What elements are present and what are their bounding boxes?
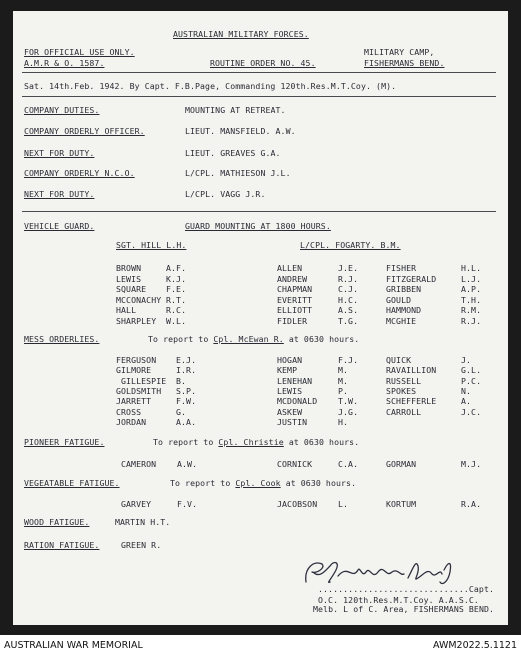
duty-label: COMPANY ORDERLY OFFICER.	[24, 126, 145, 136]
person-surname: JARRETT	[116, 396, 152, 407]
note-text: To report to	[170, 478, 231, 488]
person-initials: T.G.	[338, 315, 359, 326]
divider	[22, 72, 496, 73]
signature-line: ..............................Capt.	[318, 584, 495, 594]
note-text: at 0630 hours.	[285, 478, 357, 488]
person-surname: MCCONACHY	[116, 294, 162, 305]
person-surname: MCGHIE	[386, 315, 417, 326]
person-surname: GARVEY	[121, 499, 152, 509]
official-use-label: FOR OFFICIAL USE ONLY.	[24, 47, 135, 57]
person-initials: J.G.	[338, 406, 359, 417]
person-initials: F.J.	[338, 355, 359, 365]
person-initials: A.A.	[176, 416, 197, 427]
document-page	[13, 11, 508, 625]
note-person: Cpl. Cook	[235, 478, 281, 488]
order-number: ROUTINE ORDER NO. 45.	[210, 58, 316, 68]
person-surname: LEWIS	[116, 273, 142, 284]
person-initials: J.	[461, 355, 472, 365]
person-surname: HAMMOND	[386, 305, 422, 315]
ration-fatigue-label: RATION FATIGUE.	[24, 540, 100, 550]
person-initials: T.H.	[461, 294, 482, 305]
vehicle-guard-label: VEHICLE GUARD.	[24, 221, 95, 231]
person-initials: B.	[176, 375, 187, 386]
person-surname: ASKEW	[277, 406, 303, 417]
footer-institution: AUSTRALIAN WAR MEMORIAL	[4, 640, 143, 651]
person-initials: P.C.	[461, 375, 482, 386]
person-initials: A.F.	[166, 263, 187, 273]
divider	[22, 211, 496, 212]
duty-label: COMPANY DUTIES.	[24, 105, 100, 115]
person-surname: JUSTIN	[277, 416, 308, 427]
person-surname: CAMERON	[121, 459, 157, 469]
person-initials: F.E.	[166, 284, 187, 294]
person-initials: F.W.	[176, 396, 197, 407]
person-initials: L.	[338, 499, 349, 509]
person-surname: KEMP	[277, 365, 298, 376]
guard-lance-corporal: L/CPL. FOGARTY. B.M.	[300, 240, 401, 250]
person-initials: R.A.	[461, 499, 482, 509]
person-initials: H.C.	[338, 294, 359, 305]
person-initials: L.J.	[461, 273, 482, 284]
duty-label: NEXT FOR DUTY.	[24, 148, 95, 158]
person-initials: A.W.	[177, 459, 198, 469]
person-initials: R.J.	[461, 315, 482, 326]
signature-area: Melb. L of C. Area, FISHERMANS BEND.	[313, 604, 495, 614]
regulation-ref: A.M.R & O. 1587.	[24, 58, 105, 68]
camp-location: FISHERMANS BEND.	[364, 58, 445, 68]
person-initials: I.R.	[176, 365, 197, 376]
person-surname: FERGUSON	[116, 355, 157, 365]
person-initials: K.J.	[166, 273, 187, 284]
person-initials: J.E.	[338, 263, 359, 273]
person-initials: H.	[338, 416, 349, 427]
person-initials: M.	[338, 365, 349, 376]
person-initials: C.A.	[338, 459, 359, 469]
person-initials: M.	[338, 375, 349, 386]
note-text: at 0630 hours.	[288, 437, 360, 447]
person-surname: SPOKES	[386, 385, 417, 396]
person-initials: R.C.	[166, 305, 187, 315]
person-surname: JACOBSON	[277, 499, 318, 509]
person-initials: C.J.	[338, 284, 359, 294]
person-initials: F.V.	[177, 499, 198, 509]
person-surname: GORMAN	[386, 459, 417, 469]
person-surname: RUSSELL	[386, 375, 422, 386]
person-surname: FIDLER	[277, 315, 308, 326]
person-initials: G.	[176, 406, 187, 417]
guard-sergeant: SGT. HILL L.H.	[116, 240, 187, 250]
person-surname: EVERITT	[277, 294, 313, 305]
duty-value: L/CPL. MATHIESON J.L.	[185, 168, 291, 178]
mess-report-note	[148, 335, 359, 343]
person-surname: ALLEN	[277, 263, 303, 273]
person-initials: S.P.	[176, 385, 197, 396]
signature-unit: O.C. 120th.Res.M.T.Coy. A.A.S.C.	[318, 595, 479, 605]
note-text: at 0630 hours.	[288, 334, 360, 344]
vegetable-report-note	[170, 479, 356, 487]
note-text: To report to	[148, 334, 209, 344]
person-initials: A.S.	[338, 305, 359, 315]
person-surname: ANDREW	[277, 273, 308, 284]
person-initials: R.M.	[461, 305, 482, 315]
person-surname: FITZGERALD	[386, 273, 437, 284]
person-surname: JORDAN	[116, 416, 147, 427]
person-surname: CORNICK	[277, 459, 313, 469]
person-initials: N.	[461, 385, 472, 396]
duty-value: LIEUT. MANSFIELD. A.W.	[185, 126, 296, 136]
person-initials: J.C.	[461, 406, 482, 417]
wood-fatigue-name: MARTIN H.T.	[115, 517, 171, 527]
duty-value: MOUNTING AT RETREAT.	[185, 105, 286, 115]
person-initials: M.J.	[461, 459, 482, 469]
person-surname: SQUARE	[116, 284, 147, 294]
person-surname: LENEHAN	[277, 375, 313, 386]
person-initials: A.P.	[461, 284, 482, 294]
person-surname: FISHER	[386, 263, 417, 273]
person-surname: KORTUM	[386, 499, 417, 509]
person-surname: GILLESPIE	[121, 375, 167, 386]
person-initials: P.	[338, 385, 349, 396]
duty-label: COMPANY ORDERLY N.C.O.	[24, 168, 135, 178]
duty-label: NEXT FOR DUTY.	[24, 189, 95, 199]
document-title: AUSTRALIAN MILITARY FORCES.	[173, 29, 309, 39]
person-surname: HALL	[116, 305, 137, 315]
footer-accession-number: AWM2022.5.1121	[432, 640, 517, 651]
person-initials: R.J.	[338, 273, 359, 284]
vegetable-fatigue-label: VEGEATABLE FATIGUE.	[24, 478, 120, 488]
person-initials: A.	[461, 396, 472, 407]
person-surname: CARROLL	[386, 406, 422, 417]
mess-orderlies-label: MESS ORDERLIES.	[24, 334, 100, 344]
person-initials: E.J.	[176, 355, 197, 365]
person-initials: R.T.	[166, 294, 187, 305]
wood-fatigue-label: WOOD FATIGUE.	[24, 517, 90, 527]
duty-value: L/CPL. VAGG J.R.	[185, 189, 266, 199]
person-surname: GRIBBEN	[386, 284, 422, 294]
pioneer-fatigue-label: PIONEER FATIGUE.	[24, 437, 105, 447]
divider	[22, 96, 496, 97]
person-surname: BROWN	[116, 263, 142, 273]
person-initials: G.L.	[461, 365, 482, 376]
duty-value: LIEUT. GREAVES G.A.	[185, 148, 281, 158]
person-initials: H.L.	[461, 263, 482, 273]
person-surname: SHARPLEY	[116, 315, 157, 326]
pioneer-report-note	[153, 438, 359, 446]
person-surname: ELLIOTT	[277, 305, 313, 315]
ration-fatigue-name: GREEN R.	[121, 540, 162, 550]
note-text: To report to	[153, 437, 214, 447]
note-person: Cpl. McEwan R.	[213, 334, 284, 344]
date-line: Sat. 14th.Feb. 1942. By Capt. F.B.Page, Commanding 120th.Res.M.T.Coy. (M).	[24, 81, 397, 91]
person-surname: HOGAN	[277, 355, 303, 365]
person-surname: GOULD	[386, 294, 412, 305]
person-surname: LEWIS	[277, 385, 303, 396]
camp-name: MILITARY CAMP,	[364, 47, 435, 57]
person-surname: MCDONALD	[277, 396, 318, 407]
person-surname: RAVAILLION	[386, 365, 437, 376]
person-surname: SCHEFFERLE	[386, 396, 437, 407]
person-surname: GOLDSMITH	[116, 385, 162, 396]
person-surname: CHAPMAN	[277, 284, 313, 294]
person-initials: W.L.	[166, 315, 187, 326]
person-surname: GILMORE	[116, 365, 152, 376]
person-initials: T.W.	[338, 396, 359, 407]
person-surname: CROSS	[116, 406, 142, 417]
guard-mounting-time: GUARD MOUNTING AT 1800 HOURS.	[185, 221, 331, 231]
person-surname: QUICK	[386, 355, 412, 365]
note-person: Cpl. Christie	[218, 437, 284, 447]
